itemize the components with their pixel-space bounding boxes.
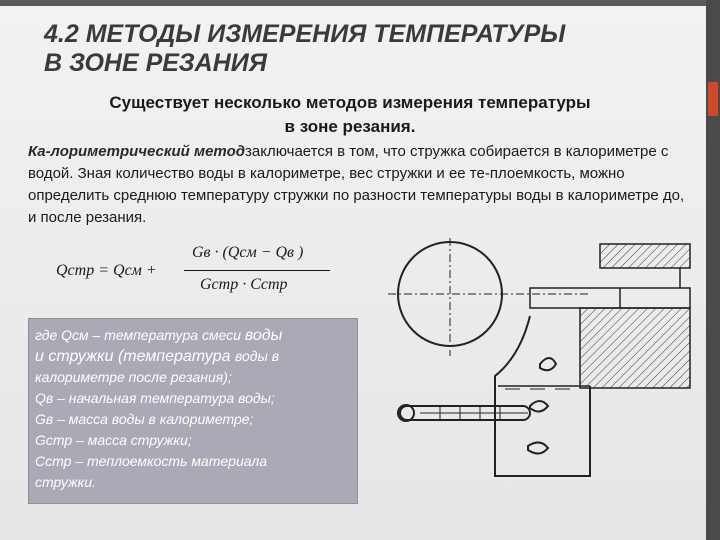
- chip-2: [530, 401, 548, 412]
- chip-1: [540, 358, 556, 370]
- legend-line-2: и стружки (температура воды в: [35, 348, 280, 365]
- tool-shank: [530, 288, 690, 308]
- tool-holder: [600, 244, 690, 268]
- legend-line-8: стружки.: [35, 474, 96, 490]
- paragraph-lead: Ка-лориметрический метод: [28, 143, 246, 160]
- tool-body: [580, 308, 690, 388]
- formula-numerator: Gв · (Qсм − Qв ): [192, 244, 304, 261]
- slide-title: [44, 20, 644, 78]
- accent-notch: [708, 82, 718, 116]
- legend-line-5: Gв – масса воды в калориметре;: [35, 411, 254, 427]
- legend-line-7: Сстр – теплоемкость материала: [35, 453, 268, 469]
- legend-line-4: Qв – начальная температура воды;: [35, 390, 275, 406]
- legend-line-1: где Qсм – температура смеси воды: [35, 327, 283, 344]
- method-paragraph: [28, 141, 688, 229]
- title-line-2: В ЗОНЕ РЕЗАНИЯ: [44, 49, 267, 77]
- formula-denominator: Gстр · Cстр: [200, 276, 288, 293]
- legend-line-6: Gстр – масса стружки;: [35, 432, 192, 448]
- legend-box: [28, 318, 358, 504]
- formula: [52, 242, 312, 302]
- subtitle-line-2: в зоне резания.: [284, 117, 416, 136]
- formula-lhs: Qстр = Qсм +: [56, 262, 157, 279]
- top-bar: [0, 0, 720, 6]
- calorimeter-diagram: [380, 236, 700, 496]
- title-line-1: 4.2 МЕТОДЫ ИЗМЕРЕНИЯ ТЕМПЕРАТУРЫ: [44, 20, 566, 48]
- right-decor-bar: [706, 0, 720, 540]
- fraction-bar: [184, 270, 330, 271]
- subtitle-line-1: Существует несколько методов измерения температуры: [109, 93, 591, 112]
- subtitle: [40, 91, 660, 139]
- chip-3: [528, 442, 548, 453]
- paragraph-text: заключается в том, что стружка собирается в калориметре с водой. Зная количество воды в калориметре, вес стружки и ее те-плоемкость, можно определить среднюю температуру стружки по разности температуры воды в калориметре до, и после резания.: [28, 143, 685, 226]
- legend-line-3: калориметре после резания);: [35, 369, 232, 385]
